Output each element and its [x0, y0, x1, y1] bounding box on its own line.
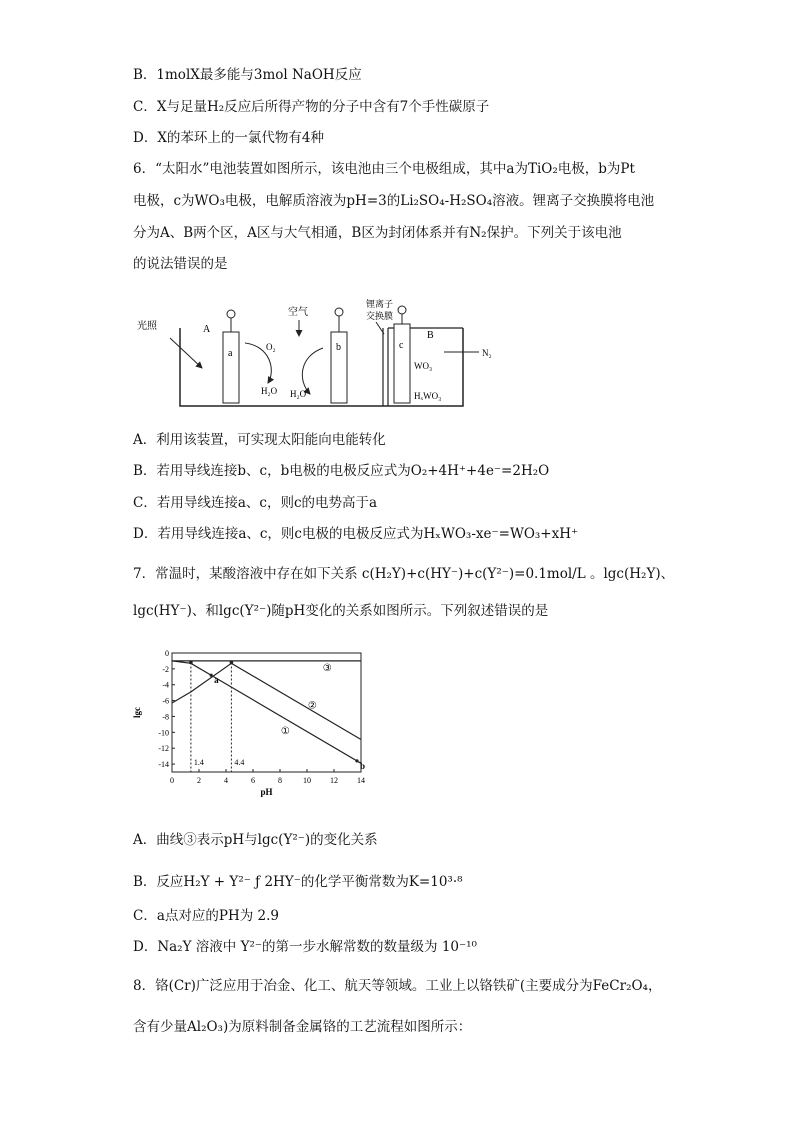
x-tick-label: 14	[357, 776, 365, 785]
plot-frame	[172, 653, 361, 772]
intersection-point	[189, 661, 193, 665]
chart-series	[172, 661, 361, 772]
q8-stem-line-1: 8．铬(Cr)广泛应用于冶金、化工、航天等领域。工业上以铬铁矿(主要成分为FeCr₂O₄，	[133, 978, 662, 994]
q5-option-d: D．X的苯环上的一氯代物有4种	[133, 130, 325, 146]
x-axis-label: pH	[260, 787, 273, 797]
y-tick-label: -10	[158, 728, 169, 738]
y-tick-label: -8	[162, 712, 169, 722]
light-label: 光照	[137, 321, 157, 332]
cycle-arrow-h2o	[302, 348, 323, 394]
hxwo3-label: HₓWO₃	[414, 391, 442, 401]
electrode-a	[223, 332, 239, 403]
series-line-1	[172, 661, 361, 763]
h2o-label-2: H₂O	[290, 389, 307, 399]
x-tick-label: 2	[197, 776, 201, 785]
q5-option-c: C．X与足量H₂反应后所得产物的分子中含有7个手性碳原子	[133, 99, 490, 115]
series-label-2: ②	[307, 700, 317, 712]
dashed-guide-label: 1.4	[193, 758, 204, 767]
q7-option-c: C．a点对应的PH为 2.9	[133, 908, 279, 924]
chart-labels	[194, 663, 365, 771]
x-tick-label: 8	[278, 776, 282, 785]
electrode-c-label: c	[399, 340, 404, 351]
dashed-guide-label: 4.4	[234, 758, 245, 767]
q6-option-a: A．利用该装置，可实现太阳能向电能转化	[133, 432, 386, 448]
y-tick-label: -14	[158, 760, 169, 770]
series-label-1: ①	[280, 725, 290, 737]
zone-b-label: B	[427, 330, 434, 341]
q6-option-d: D．若用导线连接a、c，则c电极的电极反应式为HₓWO₃-xe⁻=WO₃+xH⁺	[133, 526, 579, 542]
y-axis-label: lgc	[132, 707, 142, 718]
q7-option-d: D．Na₂Y 溶液中 Y²⁻的第一步水解常数的数量级为 10⁻¹⁰	[133, 939, 477, 955]
zone-a-label: A	[203, 324, 211, 335]
lgc-ph-chart	[130, 645, 370, 805]
y-tick-label: -6	[162, 696, 169, 706]
x-tick-label: 12	[330, 776, 338, 785]
q7-option-a: A．曲线③表示pH与lgc(Y²⁻)的变化关系	[133, 832, 378, 848]
y-tick-label: -4	[162, 680, 169, 690]
y-tick-label: -12	[158, 744, 169, 754]
point-a	[210, 674, 213, 677]
electrode-b-terminal	[335, 308, 343, 316]
q7-stem-line-1: 7．常温时，某酸溶液中存在如下关系 c(H₂Y)+c(HY⁻)+c(Y²⁻)=0.1mol/L 。lgc(H₂Y)、	[133, 566, 675, 582]
n2-label: N₂	[482, 348, 492, 358]
electrode-a-label: a	[228, 348, 233, 359]
electrode-a-terminal	[227, 310, 235, 318]
q6-stem-line-2: 电极，c为WO₃电极，电解质溶液为pH=3的Li₂SO₄-H₂SO₄溶液。锂离子交换膜将电池	[133, 193, 655, 209]
x-tick-label: 0	[170, 776, 174, 785]
y-tick-label: -2	[162, 664, 169, 674]
point-label-b: b	[359, 760, 365, 771]
membrane-label-2: 交换膜	[366, 311, 394, 321]
x-tick-label: 10	[303, 776, 311, 785]
q6-stem-line-4: 的说法错误的是	[133, 256, 228, 272]
y-tick-label: 0	[165, 649, 169, 658]
q7-option-b: B．反应H₂Y + Y²⁻ ƒ 2HY⁻的化学平衡常数为K=10³·⁸	[133, 874, 463, 890]
q6-option-c: C．若用导线连接a、c，则c的电势高于a	[133, 495, 378, 511]
q6-stem-line-1: 6．“太阳水”电池装置如图所示，该电池由三个电极组成，其中a为TiO₂电极，b为Pt	[133, 161, 635, 177]
series-label-3: ③	[322, 663, 332, 675]
q8-stem-line-2: 含有少量Al₂O₃)为原料制备金属铬的工艺流程如图所示：	[133, 1019, 472, 1035]
x-tick-label: 4	[224, 776, 228, 785]
q6-option-b: B．若用导线连接b、c，b电极的电极反应式为O₂+4H⁺+4e⁻=2H₂O	[133, 463, 550, 479]
wo3-label: WO₃	[414, 361, 433, 371]
x-tick-label: 6	[251, 776, 255, 785]
o2-label: O₂	[266, 342, 276, 352]
light-arrow	[170, 338, 202, 368]
point-label-a: a	[214, 675, 219, 686]
q5-option-b: B．1molX最多能与3mol NaOH反应	[133, 67, 362, 83]
point-b	[355, 759, 358, 762]
battery-diagram	[130, 298, 500, 413]
electrode-b-label: b	[336, 342, 341, 353]
h2o-label-1: H₂O	[261, 386, 278, 396]
intersection-point	[230, 661, 234, 665]
membrane-label-1: 锂离子	[366, 299, 394, 309]
electrode-c	[394, 324, 410, 403]
q7-stem-line-2: lgc(HY⁻)、和lgc(Y²⁻)随pH变化的关系如图所示。下列叙述错误的是	[133, 603, 549, 619]
air-label: 空气	[288, 307, 308, 318]
electrode-c-terminal	[398, 306, 406, 314]
series-line-2	[172, 663, 361, 739]
q6-stem-line-3: 分为A、B两个区，A区与大气相通，B区为封闭体系并有N₂保护。下列关于该电池	[133, 225, 622, 241]
